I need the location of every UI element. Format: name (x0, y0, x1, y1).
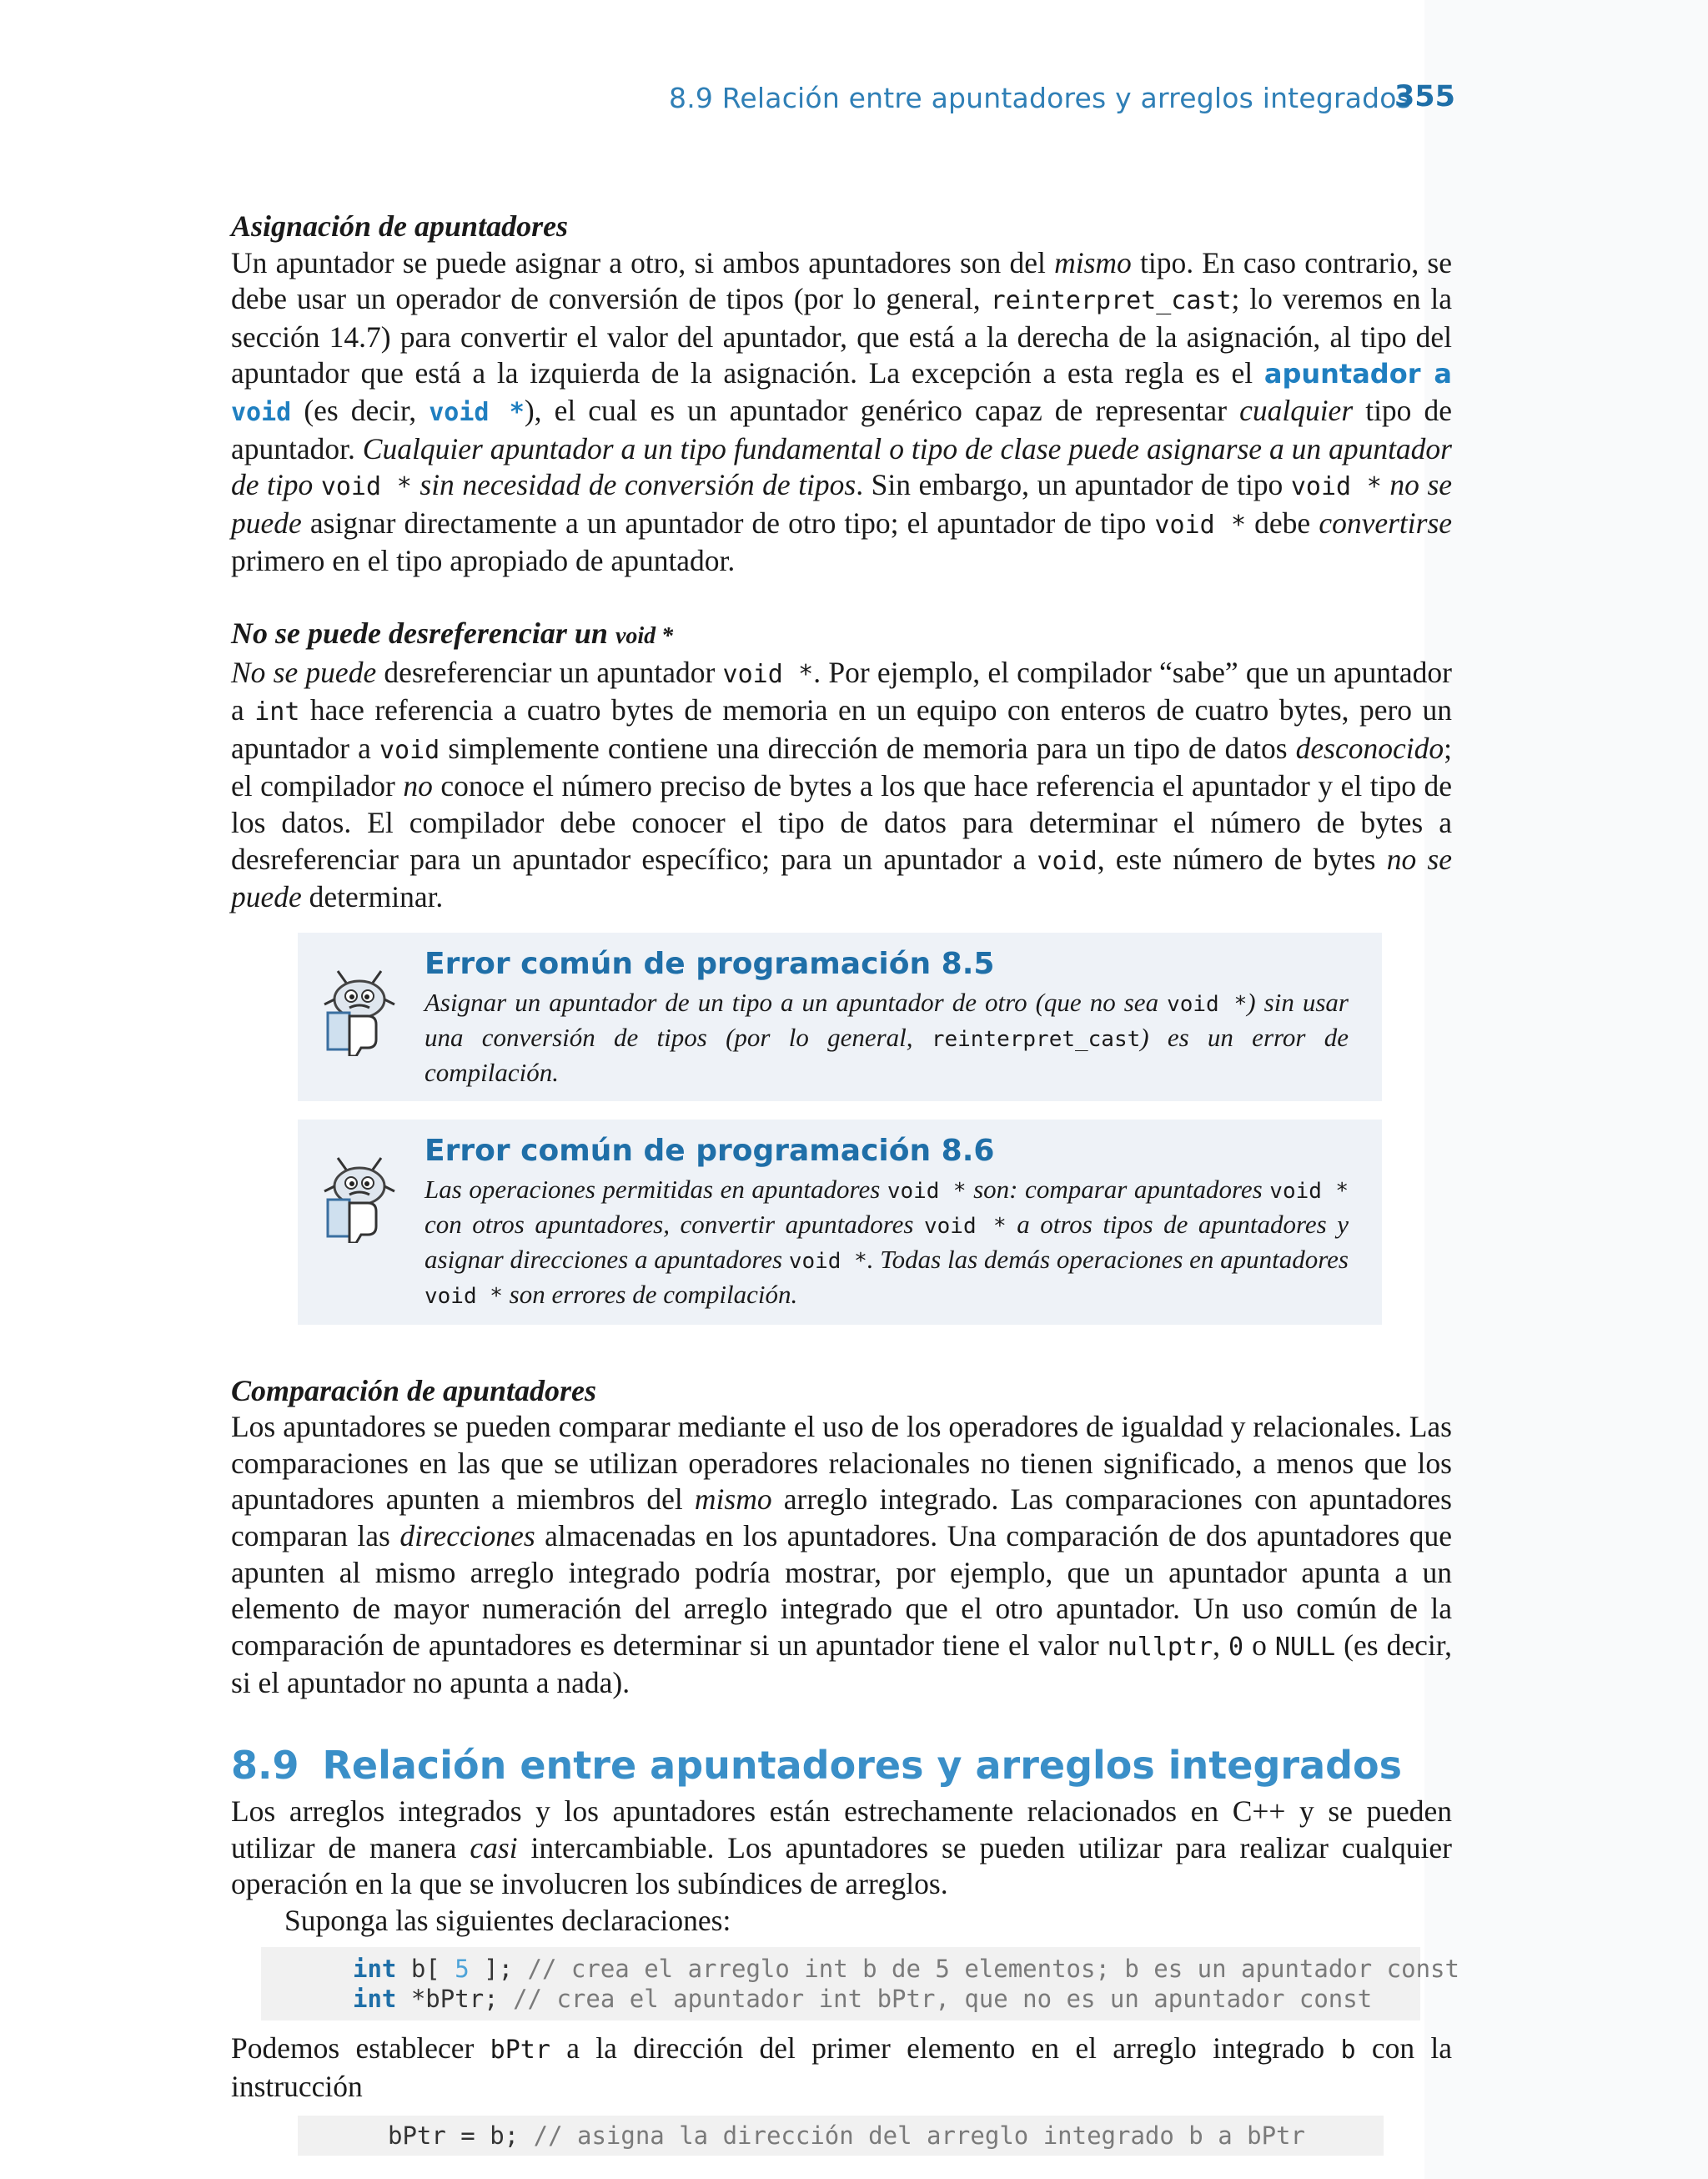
paragraph-asignacion: Un apuntador se puede asignar a otro, si ambos apuntadores son del mismo tipo. En caso contrario, se debe usar un operador de conversión de tipos (por lo general, reinterpret_cast; lo veremos en la sección 14.7) para convertir el valor del apuntador, que está a la derecha de la asignación, al tipo del apuntador que está a la izquierda de la asignación. La excepción a esta regla es el apuntador a void (es decir, void *), el cual es un apuntador genérico capaz de representar cualquier tipo de apuntador. Cualquier apuntador a un tipo fundamental o tipo de clase puede asignarse a un apuntador de tipo void * sin necesidad de conversión de tipos. Sin embargo, un apuntador de tipo void * no se puede asignar directamente a un apuntador de otro tipo; el apuntador de tipo void * debe convertirse primero en el tipo apropiado de apuntador. (231, 245, 1453, 578)
page-number: 355 (1394, 80, 1455, 113)
subheading-desreferenciar: No se puede desreferenciar un void * (231, 616, 674, 650)
paragraph-establecer: Podemos establecer bPtr a la dirección del primer elemento en el arreglo integrado b con la instrucción (231, 2031, 1452, 2103)
bug-thumbs-down-icon (321, 966, 398, 1056)
bug-thumbs-down-icon (321, 1153, 398, 1243)
paragraph-intro-arreglos: Los arreglos integrados y los apuntadores están estrechamente relacionados en C++ y se pueden utilizar de manera casi intercambiable. Los apuntadores se pueden utilizar para realizar cualquier operación en la que se involucren los subíndices de arreglos. (231, 1794, 1452, 1901)
subheading-asignacion: Asignación de apuntadores (231, 209, 569, 243)
tip-title: Error común de programación 8.5 (424, 946, 995, 981)
running-header-section: 8.9 Relación entre apuntadores y arreglos integrados (669, 82, 1412, 114)
common-error-box-8-6 (298, 1120, 1382, 1325)
code-line: bPtr = b; // asigna la dirección del arreglo integrado b a bPtr (388, 2121, 1305, 2150)
code-block-assignment (298, 2116, 1384, 2156)
tip-text: Asignar un apuntador de un tipo a un apuntador de otro (que no sea void *) sin usar una conversión de tipos (por lo general, reinterpret_cast) es un error de compilación. (424, 987, 1349, 1087)
running-header (667, 77, 1455, 118)
code-block-declarations (261, 1947, 1459, 2020)
subheading-comparacion: Comparación de apuntadores (231, 1373, 597, 1407)
paragraph-desreferenciar: No se puede desreferenciar un apuntador void *. Por ejemplo, el compilador “sabe” que un apuntador a int hace referencia a cuatro bytes de memoria en un equipo con enteros de cuatro bytes, pero un apuntador a void simplemente contiene una dirección de memoria para un tipo de datos desconocido; el compilador no conoce el número preciso de bytes a los que hace referencia el apuntador y el tipo de los datos. El compilador debe conocer el tipo de datos para determinar el número de bytes a desreferenciar para un apuntador específico; para un apuntador a void, este número de bytes no se puede determinar. (231, 655, 1452, 914)
page-margin-shade (1424, 0, 1708, 2179)
tip-text: Las operaciones permitidas en apuntadores void * son: comparar apuntadores void * con otros apuntadores, convertir apuntadores void * a otros tipos de apuntadores y asignar direcciones a apuntadores void *. Todas las demás operaciones en apuntadores void * son errores de compilación. (424, 1174, 1349, 1309)
paragraph-comparacion: Los apuntadores se pueden comparar mediante el uso de los operadores de igualdad y relacionales. Las comparaciones en las que se utilizan operadores relacionales no tienen significado, a menos que los apuntadores apunten a miembros del mismo arreglo integrado. Las comparaciones con apuntadores comparan las direcciones almacenadas en los apuntadores. Una comparación de dos apuntadores que apunten al mismo arreglo integrado podría mostrar, por ejemplo, que un apuntador apunta a un elemento de mayor numeración del arreglo integrado que el otro apuntador. Un uso común de la comparación de apuntadores es determinar si un apuntador tiene el valor nullptr, 0 o NULL (es decir, si el apuntador no apunta a nada). (231, 1410, 1453, 1700)
code-line: int *bPtr; // crea el apuntador int bPtr, que no es un apuntador const (353, 1985, 1373, 2014)
tip-title: Error común de programación 8.6 (424, 1133, 995, 1168)
code-line: int b[ 5 ]; // crea el arreglo int b de 5 elementos; b es un apuntador const (353, 1955, 1459, 1984)
paragraph-suponga: Suponga las siguientes declaraciones: (284, 1903, 731, 1937)
page-content (231, 209, 1459, 2156)
section-heading-8-9: 8.9 Relación entre apuntadores y arreglos integrados (231, 1743, 1403, 1789)
common-error-box-8-5 (298, 933, 1382, 1101)
